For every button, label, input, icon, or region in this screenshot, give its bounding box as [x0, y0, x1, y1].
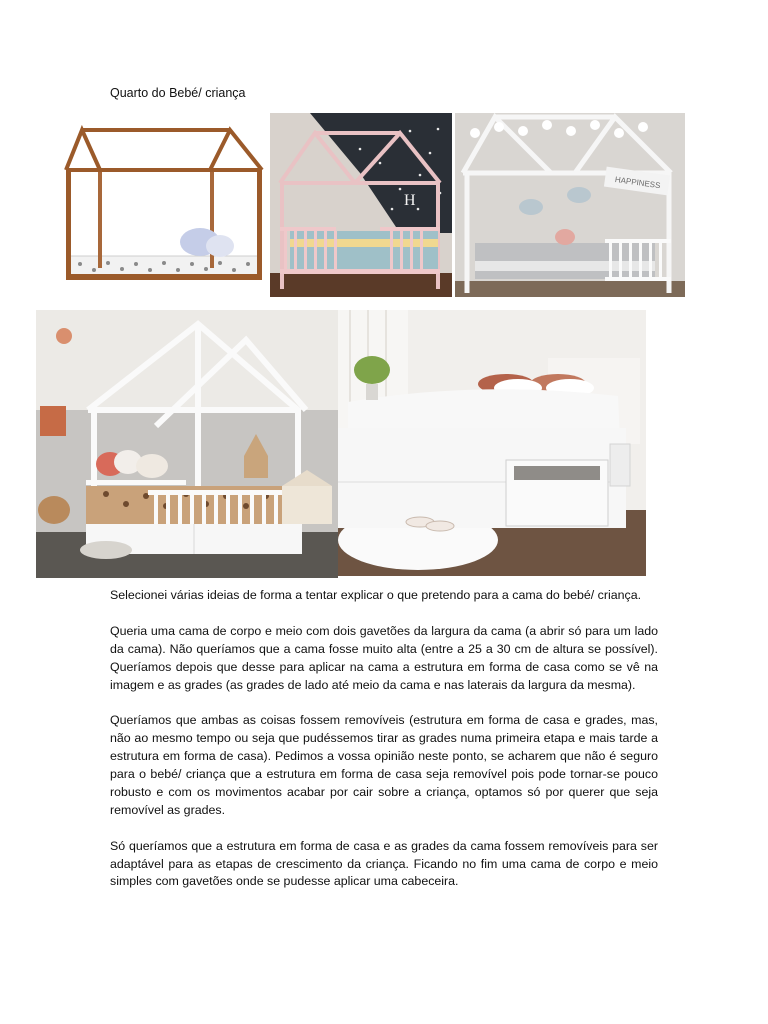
photo2-letter-h: H — [404, 192, 416, 209]
paragraph-removable-parts: Queríamos que ambas as coisas fossem removíveis (estrutura em forma de casa e grades, mas, não ao mesmo tempo ou seja que pudéssemos tirar as grades numa primeira etapa e mais tarde a estrutura em forma de casa). Pedimos a vossa opinião neste ponto, se acharem que não é seguro para o bebé/ criança que a estrutura em forma de casa seja removível pois pode tornar-se pouco robusto e com os movimentos acabar por cair sobre a criança, optamos só por querer que seja removível as grades. — [110, 713, 658, 817]
photo-white-house-bed-garland — [455, 113, 685, 297]
photo-white-house-bed-room — [36, 310, 338, 578]
body-text — [110, 587, 658, 909]
paragraph-intro: Selecionei várias ideias de forma a tentar explicar o que pretendo para a cama do bebé/ criança. — [110, 588, 642, 602]
photo-pink-house-bed — [270, 113, 452, 297]
photo-bed-with-drawers — [338, 310, 646, 576]
photo3-happiness-sign: HAPPINESS — [614, 174, 661, 191]
photo-wooden-house-bed — [60, 124, 266, 296]
paragraph-bed-requirements: Queria uma cama de corpo e meio com dois gavetões da largura da cama (a abrir só para um lado da cama). Não queríamos que a cama fosse muito alta (entre a 25 a 30 cm de altura se possível). Queríamos depois que desse para aplicar na cama a estrutura em forma de casa como se vê na imagem e as grades (as grades de lado até meio da cama e nas laterais da largura da mesma). — [110, 623, 658, 692]
page-heading: Quarto do Bebé/ criança — [110, 86, 246, 100]
paragraph-adaptability: Só queríamos que a estrutura em forma de casa e as grades da cama fossem removíveis para ser adaptável para as etapas de crescimento da criança. Ficando no fim uma cama de corpo e meio simples com gavetões onde se pudesse aplicar uma cabeceira. — [110, 838, 658, 889]
